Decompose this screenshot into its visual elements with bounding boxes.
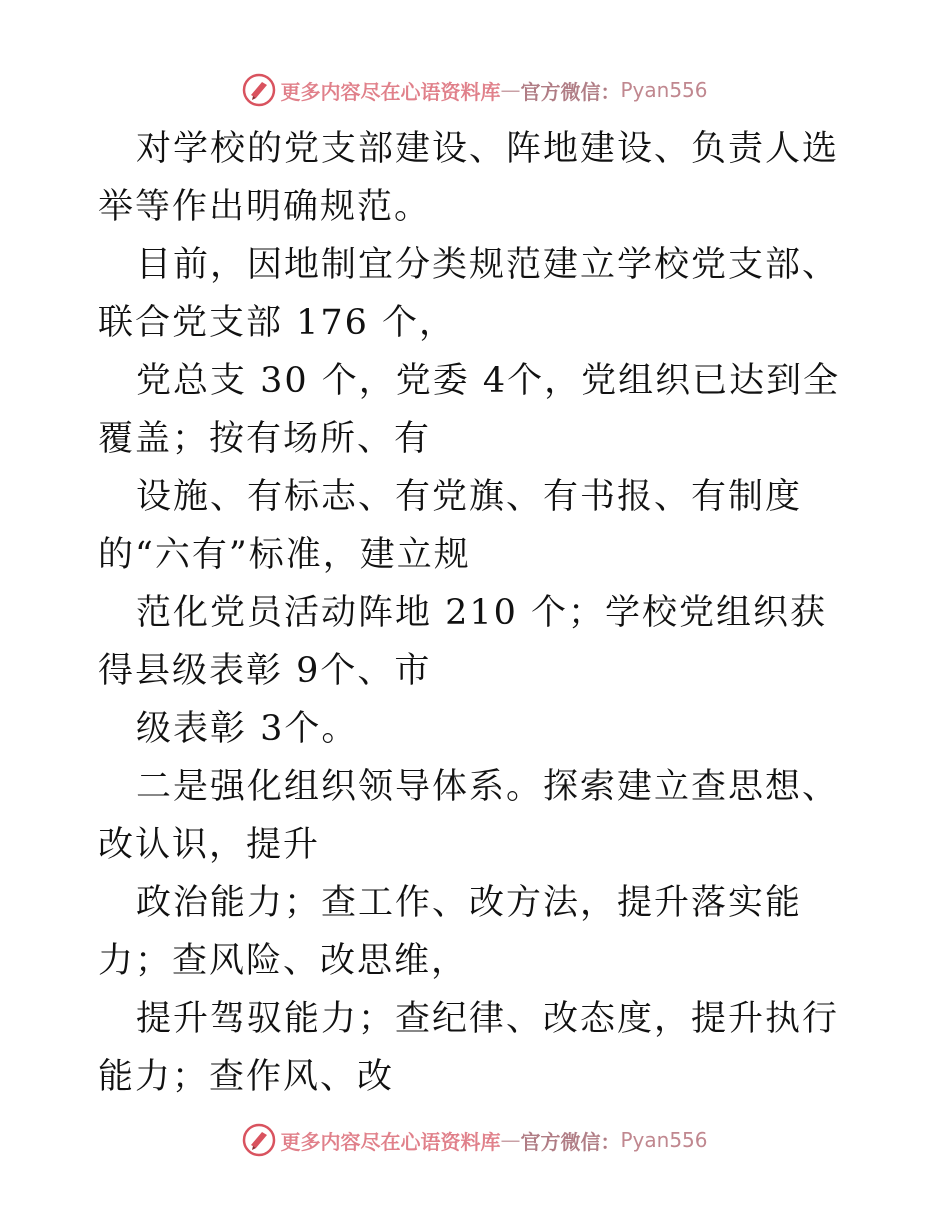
library-logo-icon xyxy=(242,1123,276,1157)
watermark-wechat-id: Pyan556 xyxy=(620,1128,708,1152)
paragraph: 政治能力；查工作、改方法，提升落实能力；查风险、改思维， xyxy=(98,883,803,981)
header-watermark xyxy=(0,70,950,110)
paragraph: 对学校的党支部建设、阵地建设、负责人选举等作出明确规范。 xyxy=(98,129,840,227)
watermark-brand: 更多内容尽在心语资料库 xyxy=(280,79,501,104)
paragraph: 设施、有标志、有党旗、有书报、有制度的“六有”标准，建立规 xyxy=(98,477,803,575)
watermark-wechat-id: Pyan556 xyxy=(620,78,708,102)
paragraph: 级表彰 3个。 xyxy=(136,709,359,749)
paragraph: 二是强化组织领导体系。探索建立查思想、改认识，提升 xyxy=(98,767,840,865)
paragraph: 提升驾驭能力；查纪律、改态度，提升执行能力；查作风、改 xyxy=(98,999,840,1097)
watermark-separator: — xyxy=(500,1128,521,1152)
watermark-separator: — xyxy=(500,78,521,102)
paragraph: 党总支 30 个，党委 4个，党组织已达到全覆盖；按有场所、有 xyxy=(98,361,841,459)
watermark-label: 官方微信： xyxy=(520,1129,621,1154)
paragraph: 目前，因地制宜分类规范建立学校党支部、联合党支部 176 个， xyxy=(98,245,840,343)
watermark-brand: 更多内容尽在心语资料库 xyxy=(280,1129,501,1154)
paragraph: 范化党员活动阵地 210 个；学校党组织获得县级表彰 9个、市 xyxy=(98,593,828,691)
watermark-label: 官方微信： xyxy=(520,79,621,104)
library-logo-icon xyxy=(242,73,276,107)
document-body xyxy=(98,120,858,1106)
footer-watermark xyxy=(0,1120,950,1160)
